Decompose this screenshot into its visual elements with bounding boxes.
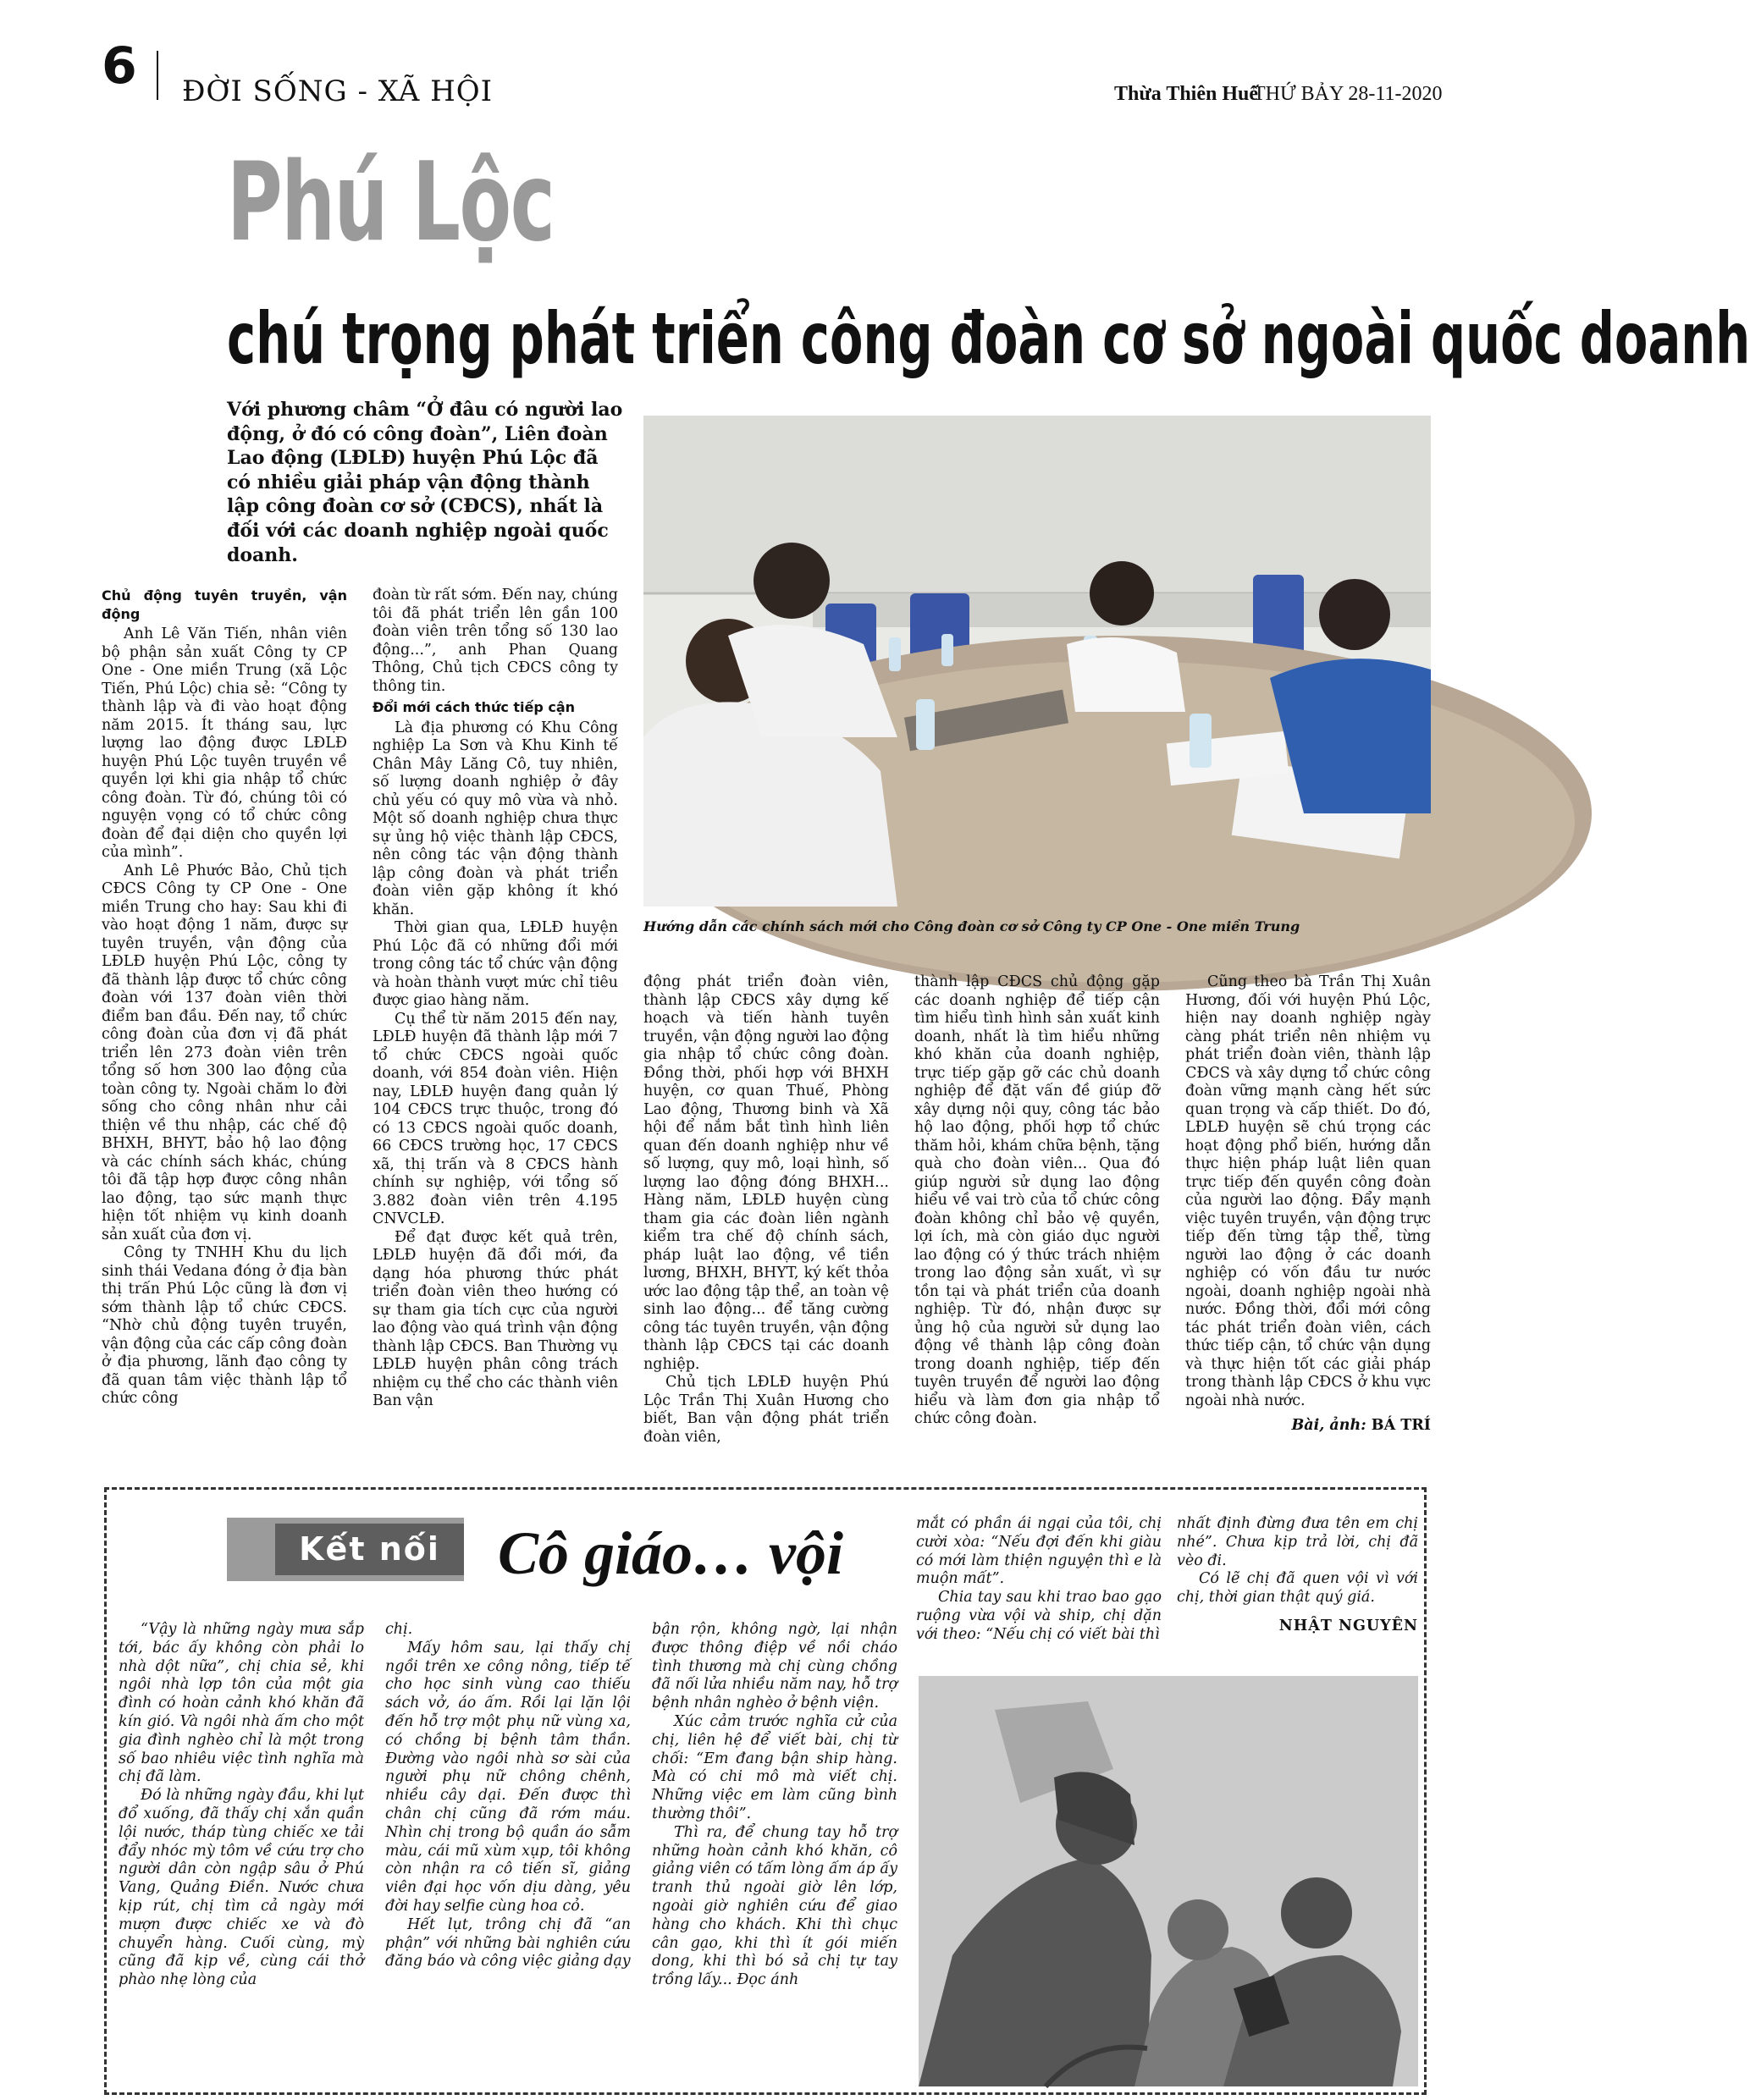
byline-author: BÁ TRÍ [1371,1417,1431,1434]
article-column-1 [102,587,347,1408]
byline-prefix: Bài, ảnh: [1291,1417,1366,1434]
issue-date: THỨ BẢY 28-11-2020 [1253,83,1443,105]
paragraph: Cũng theo bà Trần Thị Xuân Hương, đối với huyện Phú Lộc, hiện nay doanh nghiệp ngày càng phát triển nên nhiệm vụ phát triển đoàn viên, thành lập CĐCS và xây dựng tổ chức công đoàn vững mạnh càng hết sức quan trọng và cấp thiết. Do đó, LĐLĐ huyện sẽ chú trọng các hoạt động phổ biến, hướng dẫn thực hiện pháp luật liên quan trực tiếp đến quyền công đoàn của người lao động. Đẩy mạnh việc tuyên truyền, vận động trực tiếp đến từng tập thể, từng người lao động ở các doanh nghiệp có vốn đầu tư nước ngoài, doanh nghiệp ngoài nhà nước. Đồng thời, đổi mới công tác phát triển đoàn viên, cách thức tiếp cận, tổ chức vận dụng và thực hiện tốt các giải pháp trong thành lập CĐCS ở khu vực ngoài nhà nước. [1185,973,1431,1409]
section-title: ĐỜI SỐNG - XÃ HỘI [182,74,494,108]
paragraph: thành lập CĐCS chủ động gặp các doanh nghiệp để tiếp cận tìm hiểu tình hình sản xuất kinh doanh, nhất là tìm hiểu những khó khăn của doanh nghiệp, trực tiếp gặp gỡ các chủ doanh nghiệp để đặt vấn đề giúp đỡ xây dựng nội quy, công tác bảo hộ lao động, phối hợp tổ chức thăm hỏi, khám chữa bệnh, tặng quà cho đoàn viên... Qua đó giúp người sử dụng lao động hiểu về vai trò của tổ chức công đoàn không chỉ bảo vệ quyền, lợi ích, mà còn giáo dục người lao động có ý thức trách nhiệm trong lao động sản xuất, vì sự tồn tại và phát triển của doanh nghiệp. Từ đó, nhận được sự ủng hộ của người sử dụng lao động về thành lập công đoàn trong doanh nghiệp, tiếp đến tuyên truyền để người lao động hiểu và làm đơn gia nhập tổ chức công đoàn. [914,973,1160,1427]
column-author: NHẬT NGUYÊN [1278,1617,1418,1634]
header-divider [157,51,158,100]
paragraph: mắt có phần ái ngại của tôi, chị cười xòa: “Nếu đợi đến khi giàu có mới làm thiện nguyện thì e là muộn mất”. [916,1515,1162,1588]
paragraph: “Vậy là những ngày mưa sắp tới, bác ấy không còn phải lo nhà dột nữa”, chị chia sẻ, khi ngôi nhà lợp tôn của một gia đình có hoàn cảnh khó khăn đã kín gió. Và ngôi nhà ấm cho một gia đình nghèo chỉ là một trong số bao nhiêu việc tình nghĩa mà chị đã làm. [119,1621,364,1786]
lead-paragraph: Với phương châm “Ở đâu có người lao động, ở đó có công đoàn”, Liên đoàn Lao động (LĐLĐ) huyện Phú Lộc đã có nhiều giải pháp vận động thành lập công đoàn cơ sở (CĐCS), nhất là đối với các doanh nghiệp ngoài quốc doanh. [227,399,623,566]
paragraph: Công ty TNHH Khu du lịch sinh thái Vedana đóng ở địa bàn thị trấn Phú Lộc cũng là đơn vị sớm thành lập tổ chức CĐCS. “Nhờ chủ động tuyên truyền, vận động của các cấp công đoàn ở địa phương, lãnh đạo công ty đã quan tâm việc thành lập tổ chức công [102,1244,347,1407]
article-photo [643,416,1431,907]
box-column-3 [652,1621,897,1990]
paragraph: Chia tay sau khi trao bao gạo ruộng vừa vội và ship, chị dặn với theo: “Nếu chị có viết bài thì [916,1589,1162,1643]
article-column-4 [914,973,1160,1429]
headline-kicker: Phú Lộc [227,140,555,266]
byline [1185,1417,1431,1436]
paragraph: Hết lụt, trông chị đã “an phận” với những bài nghiên cứu đăng báo và công việc giảng dạy [385,1915,631,1970]
box-column-4 [916,1515,1162,1645]
paragraph: Anh Lê Phước Bảo, Chủ tịch CĐCS Công ty CP One - One miền Trung cho hay: Sau khi đi vào hoạt động 1 năm, được sự tuyên truyền, vận động của LĐLĐ huyện Phú Lộc, công ty đã thành lập được tổ chức công đoàn với 137 đoàn viên thời điểm ban đầu. Đến nay, tổ chức công đoàn của đơn vị đã phát triển lên 273 đoàn viên trên tổng số hơn 300 lao động của toàn công ty. Ngoài chăm lo đời sống cho công nhân như cải thiện về thu nhập, các chế độ BHXH, BHYT, bảo hộ lao động và các chính sách khác, chúng tôi đã tập hợp được công nhân lao động, tạo sức mạnh thực hiện tốt nhiệm vụ kinh doanh sản xuất của đơn vị. [102,862,347,1243]
paragraph: động phát triển đoàn viên, thành lập CĐCS xây dựng kế hoạch và tiến hành tuyên truyền, vận động người lao động gia nhập tổ chức công đoàn. Đồng thời, phối hợp với BHXH huyện, cơ quan Thuế, Phòng Lao động, Thương binh và Xã hội để nắm bắt tình hình liên quan đến doanh nghiệp như về số lượng, quy mô, loại hình, số lượng lao động đóng BHXH... Hàng năm, LĐLĐ huyện cùng tham gia các đoàn liên ngành kiểm tra chế độ chính sách, pháp luật lao động, về tiền lương, BHXH, BHYT, ký kết thỏa ước lao động tập thể, an toàn vệ sinh lao động... để tăng cường công tác tuyên truyền, vận động thành lập CĐCS tại các doanh nghiệp. [643,973,889,1373]
paragraph: Anh Lê Văn Tiến, nhân viên bộ phận sản xuất Công ty CP One - One miền Trung (xã Lộc Tiến, Phú Lộc) chia sẻ: “Công ty thành lập và đi vào hoạt động năm 2015. Ít tháng sau, lực lượng lao động được LĐLĐ huyện Phú Lộc tuyên truyền về quyền lợi khi gia nhập tổ chức công đoàn. Từ đó, chúng tôi có nguyện vọng có tổ chức công đoàn để đại diện cho quyền lợi của mình”. [102,626,347,861]
box-column-2 [385,1621,631,1971]
paragraph: bận rộn, không ngờ, lại nhận được thông điệp về nồi cháo tình thương mà chị cùng chồng đã nối lửa nhiều năm nay, hỗ trợ bệnh nhân nghèo ở bệnh viện. [652,1621,897,1712]
paragraph: Xúc cảm trước nghĩa cử của chị, liên hệ để viết bài, chị từ chối: “Em đang bận ship hàng. Mà có chi mô mà viết chị. Những việc em làm cũng bình thường thôi”. [652,1712,897,1822]
meeting-photo-illustration [643,416,1431,907]
paragraph: chị. [385,1621,413,1638]
headline: chú trọng phát triển công đoàn cơ sở ngoài quốc doanh [227,297,1750,380]
paragraph: Cụ thể từ năm 2015 đến nay, LĐLĐ huyện đã thành lập mới 7 tổ chức CĐCS ngoài quốc doanh, với 854 đoàn viên. Hiện nay, LĐLĐ huyện đang quản lý 104 CĐCS trực thuộc, trong đó có 13 CĐCS ngoài quốc doanh, 66 CĐCS trường học, 17 CĐCS xã, thị trấn và 8 CĐCS hành chính sự nghiệp, với tổng số 3.882 đoàn viên trên 4.195 CNVCLĐ. [373,1010,618,1227]
paragraph: Mấy hôm sau, lại thấy chị ngồi trên xe công nông, tiếp tế cho học sinh vùng cao thiếu sách vở, áo ấm. Rồi lại lặn lội đến hỗ trợ một phụ nữ vùng xa, có chồng bị bệnh tâm thần. Đường vào ngôi nhà sơ sài của người phụ nữ chông chênh, nhiều cây dại. Đến được thì chân chị cũng đã rớm máu. Nhìn chị trong bộ quần áo sẫm màu, cái mũ xùm xụp, tôi không còn nhận ra cô tiến sĩ, giảng viên đại học vốn dịu dàng, yêu đời hay selfie cùng hoa cỏ. [385,1639,631,1915]
subheading: Đổi mới cách thức tiếp cận [373,699,576,715]
paragraph: Để đạt được kết quả trên, LĐLĐ huyện đã đổi mới, đa dạng hóa phương thức phát triển đoàn viên theo hướng có sự tham gia tích cực của người lao động vào quá trình vận động thành lập CĐCS. Ban Thường vụ LĐLĐ huyện phân công trách nhiệm cụ thể cho các thành viên Ban vận [373,1228,618,1409]
article-column-2 [373,587,618,1411]
box-column-5 [1177,1515,1418,1636]
article-column-3 [643,973,889,1447]
photo-caption: Hướng dẫn các chính sách mới cho Công đoàn cơ sở Công ty CP One - One miền Trung [643,918,1300,934]
subheading: Chủ động tuyên truyền, vận động [102,587,347,622]
newspaper-name: Thừa Thiên Huế [1114,83,1259,105]
paragraph: Thì ra, để chung tay hỗ trợ những hoàn cảnh khó khăn, cô giảng viên có tấm lòng ấm áp ấy tranh thủ ngoài giờ lên lớp, ngoài giờ nghiên cứu để giao hàng cho khách. Khi thì chục cân gạo, khi thì ít gói miến dong, khi thì bó sả chị tự tay trồng lấy... Đọc ánh [652,1823,897,1989]
paragraph: Có lẽ chị đã quen vội vì với chị, thời gian thật quý giá. [1177,1570,1418,1607]
paragraph: Là địa phương có Khu Công nghiệp La Sơn và Khu Kinh tế Chân Mây Lăng Cô, tuy nhiên, số lượng doanh nghiệp ở đây chủ yếu có quy mô vừa và nhỏ. Một số doanh nghiệp chưa thực sự ủng hộ việc thành lập CĐCS, nên công tác vận động thành lập công đoàn và phát triển đoàn viên gặp không ít khó khăn. [373,719,618,918]
paragraph: Chủ tịch LĐLĐ huyện Phú Lộc Trần Thị Xuân Hương cho biết, Ban vận động phát triển đoàn viên, [643,1374,889,1446]
article-column-5 [1185,973,1431,1436]
paragraph: đoàn từ rất sớm. Đến nay, chúng tôi đã phát triển lên gần 100 đoàn viên trên tổng số 130 lao động...”, anh Phan Quang Thông, Chủ tịch CĐCS công ty thông tin. [373,587,618,695]
box-column-1 [119,1621,364,1990]
page-number: 6 [102,36,137,96]
column-label: Kết nối [275,1524,464,1575]
woman-children-illustration [919,1676,1418,2086]
paragraph: Thời gian qua, LĐLĐ huyện Phú Lộc đã có những đổi mới trong công tác tổ chức vận động và hoàn thành vượt mức chỉ tiêu được giao hàng năm. [373,919,618,1009]
column-illustration [919,1676,1418,2086]
paragraph: Đó là những ngày đầu, khi lụt đổ xuống, đã thấy chị xắn quần lội nước, tháp tùng chiếc xe tải đẩy nhóc mỳ tôm về cứu trợ cho người dân còn ngập sâu ở Phú Vang, Quảng Điền. Nước chưa kịp rút, chị tìm cả ngày mới mượn được chiếc xe và đò chuyển hàng. Cuối cùng, mỳ cũng đã kịp về, cùng cái thở phào nhẹ lòng của [119,1787,364,1989]
column-title: Cô giáo… vội [498,1519,843,1587]
paragraph: nhất định đừng đưa tên em chị nhé”. Chưa kịp trả lời, chị đã vèo đi. [1177,1515,1418,1569]
